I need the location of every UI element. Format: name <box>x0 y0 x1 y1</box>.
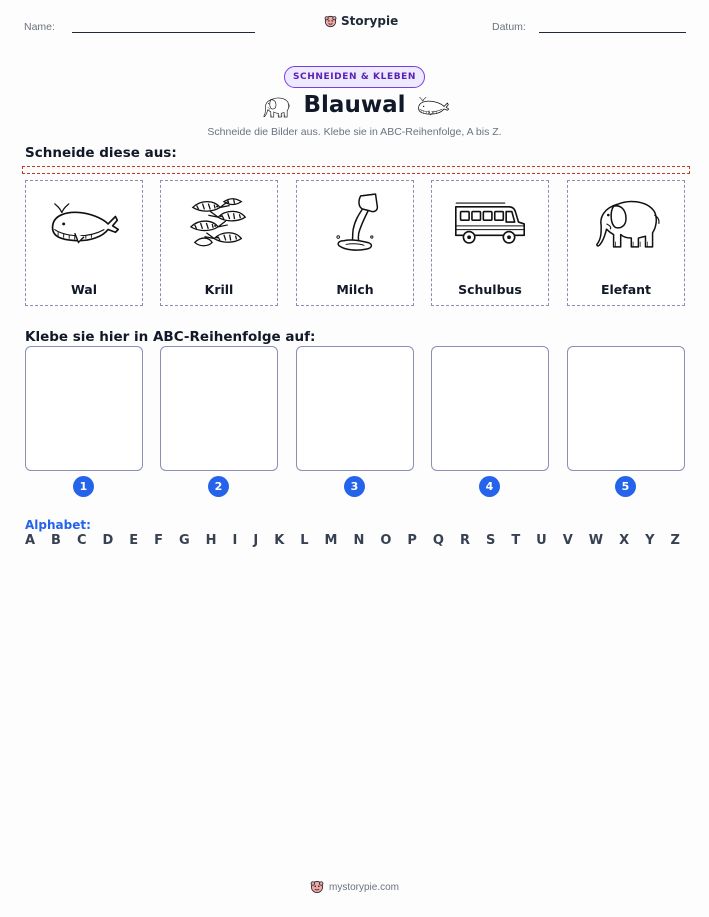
page-title: Blauwal <box>303 92 406 118</box>
cut-card-label: Wal <box>70 282 98 297</box>
alphabet-letter: H <box>205 533 217 548</box>
alphabet-letter: U <box>536 533 547 548</box>
cut-card-label: Krill <box>204 282 234 297</box>
cut-card-label: Elefant <box>600 282 652 297</box>
alphabet-letter: T <box>511 533 521 548</box>
alphabet-letter: I <box>232 533 238 548</box>
paste-box[interactable] <box>296 346 414 471</box>
school-bus-icon <box>452 198 528 248</box>
footer-url[interactable]: mystorypie.com <box>328 881 399 893</box>
alphabet-letter: N <box>353 533 365 548</box>
alphabet-letter: D <box>102 533 114 548</box>
footer <box>0 880 709 894</box>
paste-box[interactable] <box>567 346 685 471</box>
alphabet-letter: Y <box>645 533 655 548</box>
alphabet-letter: E <box>129 533 139 548</box>
cut-card[interactable] <box>567 180 685 306</box>
krill-icon <box>185 192 253 254</box>
cut-card-label: Schulbus <box>458 282 522 297</box>
storypie-mascot-icon <box>310 880 324 894</box>
cut-card[interactable] <box>160 180 278 306</box>
storypie-mascot-icon <box>324 15 337 28</box>
elephant-icon <box>590 192 662 254</box>
date-line[interactable] <box>539 32 686 33</box>
alphabet-row <box>25 533 680 548</box>
paste-box[interactable] <box>431 346 549 471</box>
alphabet-title: Alphabet: <box>25 518 91 532</box>
brand-name: Storypie <box>341 14 399 28</box>
alphabet-letter: A <box>25 533 36 548</box>
alphabet-letter: K <box>274 533 285 548</box>
alphabet-letter: F <box>154 533 164 548</box>
cut-line <box>22 166 690 174</box>
brand-logo <box>324 14 398 28</box>
name-line[interactable] <box>72 32 255 33</box>
position-number: 5 <box>615 476 636 497</box>
cut-card[interactable] <box>296 180 414 306</box>
milk-pour-icon <box>327 190 383 256</box>
cut-card-label: Milch <box>336 282 374 297</box>
cut-card[interactable] <box>431 180 549 306</box>
whale-icon <box>416 94 450 118</box>
alphabet-letter: O <box>380 533 392 548</box>
alphabet-letter: Q <box>432 533 444 548</box>
whale-icon <box>47 194 121 252</box>
alphabet-letter: L <box>300 533 309 548</box>
cut-section-title: Schneide diese aus: <box>25 145 177 161</box>
position-number: 2 <box>208 476 229 497</box>
instructions: Schneide die Bilder aus. Klebe sie in ABC-Reihenfolge, A bis Z. <box>207 126 502 138</box>
alphabet-letter: B <box>51 533 61 548</box>
alphabet-letter: J <box>253 533 259 548</box>
alphabet-letter: G <box>179 533 190 548</box>
alphabet-letter: X <box>619 533 630 548</box>
alphabet-letter: R <box>459 533 470 548</box>
paste-box[interactable] <box>160 346 278 471</box>
alphabet-letter: Z <box>670 533 680 548</box>
position-number: 4 <box>479 476 500 497</box>
paste-box[interactable] <box>25 346 143 471</box>
position-number: 1 <box>73 476 94 497</box>
alphabet-letter: P <box>407 533 417 548</box>
position-number: 3 <box>344 476 365 497</box>
alphabet-letter: M <box>324 533 338 548</box>
alphabet-letter: S <box>485 533 496 548</box>
name-label: Name: <box>24 21 55 33</box>
activity-badge: SCHNEIDEN & KLEBEN <box>284 66 425 88</box>
cut-card[interactable] <box>25 180 143 306</box>
alphabet-letter: W <box>588 533 604 548</box>
date-label: Datum: <box>492 21 526 33</box>
paste-section-title: Klebe sie hier in ABC-Reihenfolge auf: <box>25 329 316 345</box>
alphabet-letter: V <box>562 533 573 548</box>
alphabet-letter: C <box>76 533 87 548</box>
